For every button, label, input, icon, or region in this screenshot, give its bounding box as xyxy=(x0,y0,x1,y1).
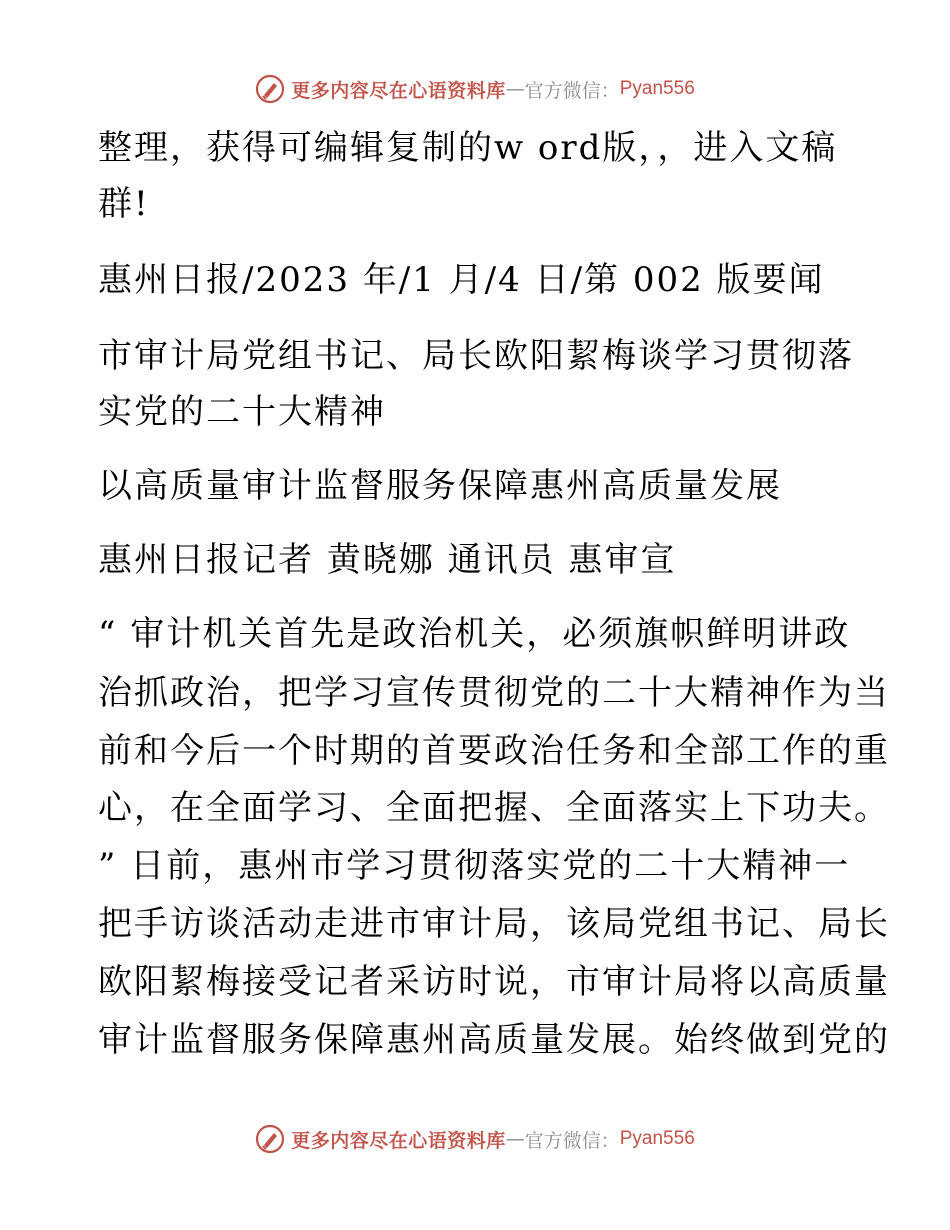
watermark-brand: 更多内容尽在心语资料库 xyxy=(291,1129,506,1152)
watermark-label: 官方微信： xyxy=(524,79,620,102)
watermark-wechat-id: Pyan556 xyxy=(619,1128,695,1149)
text-line: 惠州日报记者 黄晓娜 通讯员 惠审宣 xyxy=(98,540,677,580)
text-line: 整理，获得可编辑复制的w ord版，，进入文稿 xyxy=(98,128,838,168)
watermark-footer xyxy=(0,1122,950,1156)
watermark-separator: — xyxy=(505,1128,525,1150)
watermark-wechat-id: Pyan556 xyxy=(619,78,695,99)
watermark-label: 官方微信： xyxy=(524,1129,620,1152)
text-line: 实党的二十大精神 xyxy=(98,392,386,432)
text-line: 前和今后一个时期的首要政治任务和全部工作的重 xyxy=(98,731,890,771)
text-line: “ 审计机关首先是政治机关，必须旗帜鲜明讲政 xyxy=(98,614,851,654)
pen-logo-icon xyxy=(255,1124,285,1154)
text-line: 欧阳絜梅接受记者采访时说，市审计局将以高质量 xyxy=(98,962,890,1002)
watermark-brand: 更多内容尽在心语资料库 xyxy=(291,79,506,102)
text-line: ” 日前，惠州市学习贯彻落实党的二十大精神一 xyxy=(98,846,851,886)
text-line: 群! xyxy=(98,184,150,224)
pen-logo-icon xyxy=(255,74,285,104)
watermark-separator: — xyxy=(505,78,525,100)
text-line: 把手访谈活动走进市审计局，该局党组书记、局长 xyxy=(98,904,890,944)
text-line: 治抓政治，把学习宣传贯彻党的二十大精神作为当 xyxy=(98,673,890,713)
text-line: 心，在全面学习、全面把握、全面落实上下功夫。 xyxy=(98,788,890,828)
watermark-header xyxy=(0,72,950,106)
text-line: 审计监督服务保障惠州高质量发展。始终做到党的 xyxy=(98,1020,890,1060)
text-line: 以高质量审计监督服务保障惠州高质量发展 xyxy=(98,466,782,506)
text-line: 市审计局党组书记、局长欧阳絜梅谈学习贯彻落 xyxy=(98,336,854,376)
text-line: 惠州日报/2023 年/1 月/4 日/第 002 版要闻 xyxy=(98,260,825,300)
